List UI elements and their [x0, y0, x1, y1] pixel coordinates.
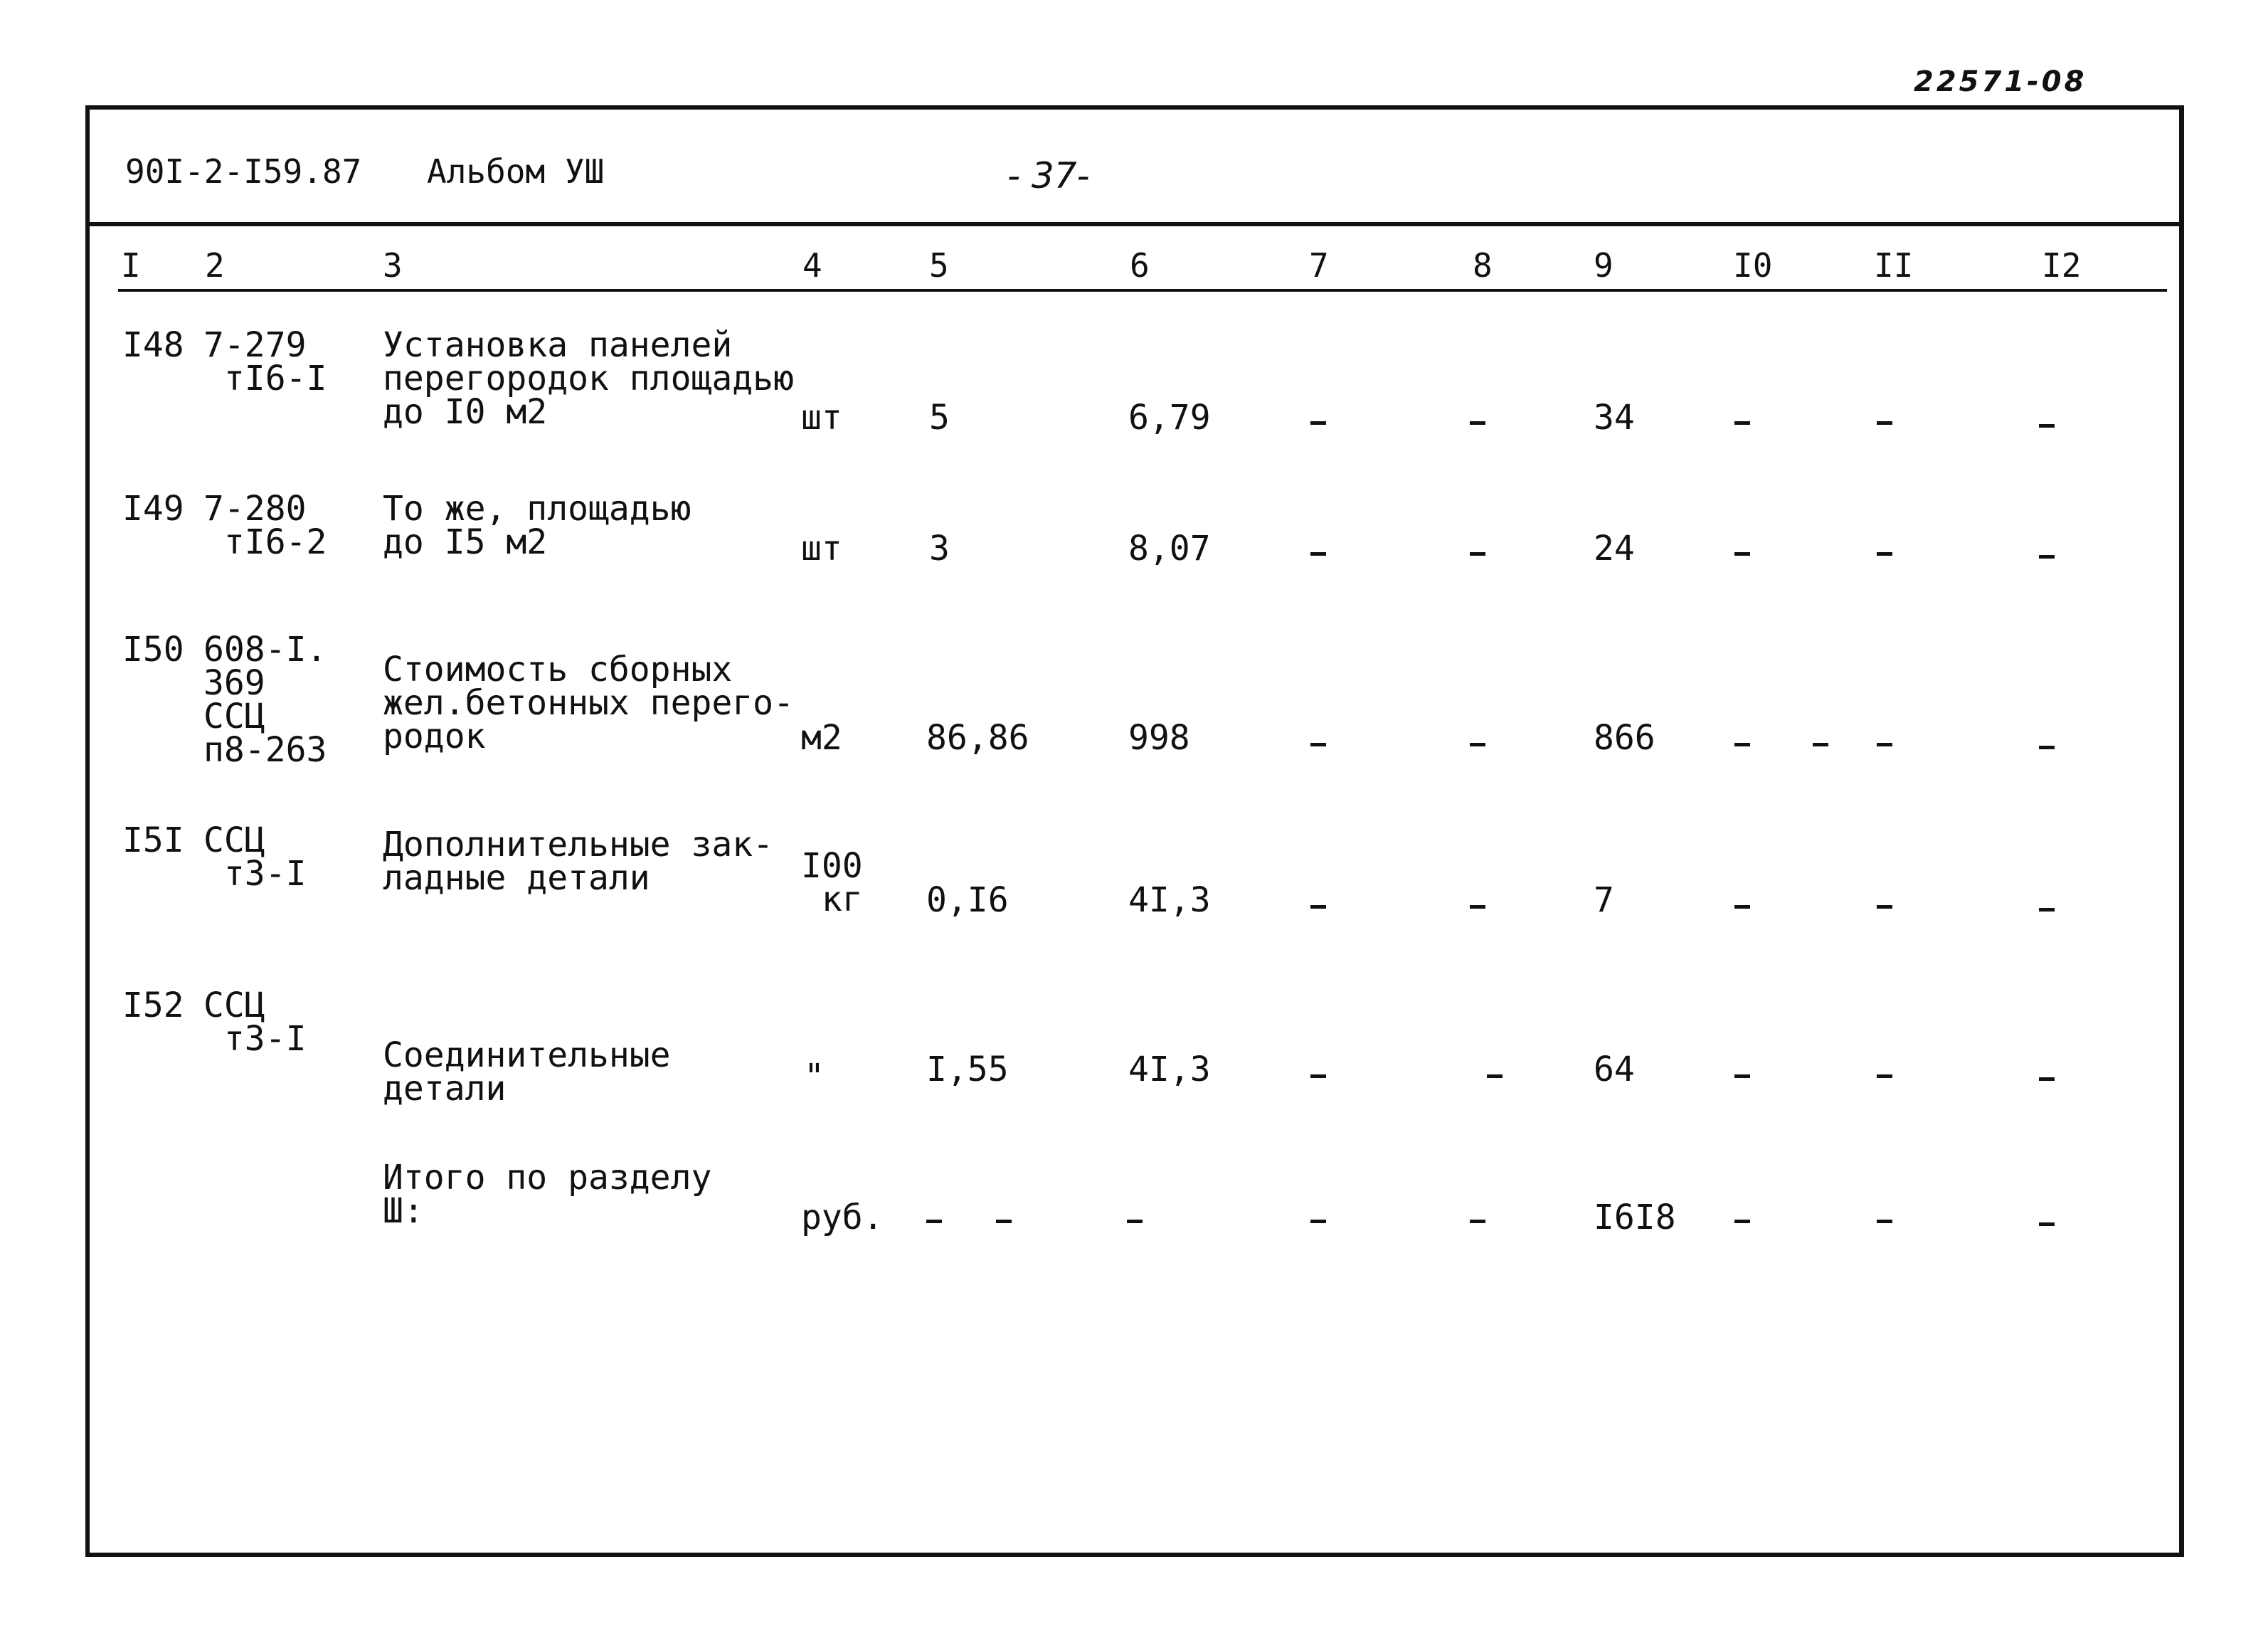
column-header-3: 3	[383, 246, 403, 285]
row-148-unit: шт	[801, 398, 842, 438]
section-total-col8-dash	[1470, 1220, 1485, 1223]
section-total-col11-dash	[1877, 1220, 1892, 1223]
column-header-1: I	[121, 246, 141, 285]
row-152-number: I52	[122, 986, 184, 1025]
row-149-col12-dash	[2039, 555, 2055, 559]
column-header-12: I2	[2042, 246, 2082, 285]
column-header-10: I0	[1733, 246, 1773, 285]
column-header-5: 5	[929, 246, 949, 285]
row-152-col12-dash	[2039, 1077, 2055, 1081]
row-150-col8-dash	[1470, 743, 1485, 746]
row-148-col12-dash	[2039, 424, 2055, 428]
row-148-col8-dash	[1470, 421, 1485, 425]
row-148-number: I48	[122, 325, 184, 365]
row-151-number: I5I	[122, 820, 184, 860]
row-152-col10-dash	[1734, 1074, 1750, 1078]
row-150-number: I50	[122, 630, 184, 670]
row-150-col10-dash	[1734, 743, 1750, 746]
row-149-number: I49	[122, 489, 184, 529]
row-149-reference: 7-280 тI6-2	[203, 489, 327, 562]
section-total-col5-dash-a	[926, 1220, 942, 1223]
row-149-unit: шт	[801, 529, 842, 569]
row-152-unit: "	[804, 1057, 825, 1097]
row-148-total: 34	[1594, 398, 1635, 438]
row-152-col7-dash	[1310, 1074, 1326, 1078]
row-148-col11-dash	[1877, 421, 1892, 425]
row-148-quantity: 5	[929, 398, 950, 438]
row-151-col8-dash	[1470, 905, 1485, 909]
row-151-col10-dash	[1734, 905, 1750, 909]
column-header-divider	[118, 289, 2167, 292]
row-150-unit-price: 998	[1128, 718, 1190, 758]
header-divider	[90, 222, 2184, 226]
row-150-col7-dash	[1310, 743, 1326, 746]
row-150-extra-dash	[1813, 743, 1828, 746]
row-150-col11-dash	[1877, 743, 1892, 746]
section-total-unit: руб.	[801, 1198, 884, 1237]
document-stamp-number: 22571-08	[1914, 65, 2087, 98]
row-150-col12-dash	[2039, 746, 2055, 749]
section-total-label: Итого по разделу Ш:	[383, 1158, 712, 1231]
row-151-col7-dash	[1310, 905, 1326, 909]
row-150-reference: 608-I. 369 ССЦ п8-263	[203, 630, 327, 770]
row-152-col8-dash	[1487, 1074, 1503, 1078]
row-152-description: Соединительные детали	[383, 1035, 671, 1109]
row-149-col7-dash	[1310, 552, 1326, 556]
row-148-reference: 7-279 тI6-I	[203, 325, 327, 398]
row-151-total: 7	[1594, 880, 1614, 920]
page-number: - 37-	[1007, 155, 1090, 196]
row-152-unit-price: 4I,3	[1128, 1050, 1211, 1089]
row-149-description: То же, площадью до I5 м2	[383, 489, 691, 562]
row-149-unit-price: 8,07	[1128, 529, 1211, 569]
section-total-col12-dash	[2039, 1222, 2055, 1226]
row-148-col10-dash	[1734, 421, 1750, 425]
row-152-col11-dash	[1877, 1074, 1892, 1078]
row-150-unit: м2	[801, 718, 842, 758]
row-150-quantity: 86,86	[926, 718, 1029, 758]
row-151-unit-price: 4I,3	[1128, 880, 1211, 920]
column-header-4: 4	[802, 246, 822, 285]
section-total-value: I6I8	[1594, 1198, 1676, 1237]
document-code: 90I-2-I59.87	[125, 152, 362, 191]
row-151-reference: ССЦ т3-I	[203, 820, 307, 894]
row-152-total: 64	[1594, 1050, 1635, 1089]
row-149-total: 24	[1594, 529, 1635, 569]
column-header-6: 6	[1130, 246, 1150, 285]
row-148-unit-price: 6,79	[1128, 398, 1211, 438]
row-152-reference: ССЦ т3-I	[203, 986, 307, 1059]
row-151-col11-dash	[1877, 905, 1892, 909]
section-total-col5-dash-b	[996, 1220, 1012, 1223]
album-title: Альбом УШ	[427, 152, 605, 191]
row-148-col7-dash	[1310, 421, 1326, 425]
row-151-unit: I00 кг	[801, 846, 863, 919]
column-header-9: 9	[1594, 246, 1613, 285]
row-149-col10-dash	[1734, 552, 1750, 556]
row-148-description: Установка панелей перегородок площадью до I0 м2	[383, 325, 794, 432]
column-header-2: 2	[205, 246, 225, 285]
document-frame	[85, 105, 2184, 1557]
row-150-total: 866	[1594, 718, 1655, 758]
section-total-col7-dash	[1310, 1220, 1326, 1223]
column-header-11: II	[1874, 246, 1914, 285]
row-151-col12-dash	[2039, 908, 2055, 912]
row-150-description: Стоимость сборных жел.бетонных перего- родок	[383, 650, 794, 756]
row-149-col11-dash	[1877, 552, 1892, 556]
row-149-quantity: 3	[929, 529, 950, 569]
row-152-quantity: I,55	[926, 1050, 1009, 1089]
column-header-8: 8	[1473, 246, 1493, 285]
column-header-7: 7	[1309, 246, 1329, 285]
section-total-col6-dash	[1127, 1220, 1143, 1223]
row-151-description: Дополнительные зак- ладные детали	[383, 825, 774, 898]
section-total-col10-dash	[1734, 1220, 1750, 1223]
row-149-col8-dash	[1470, 552, 1485, 556]
row-151-quantity: 0,I6	[926, 880, 1009, 920]
